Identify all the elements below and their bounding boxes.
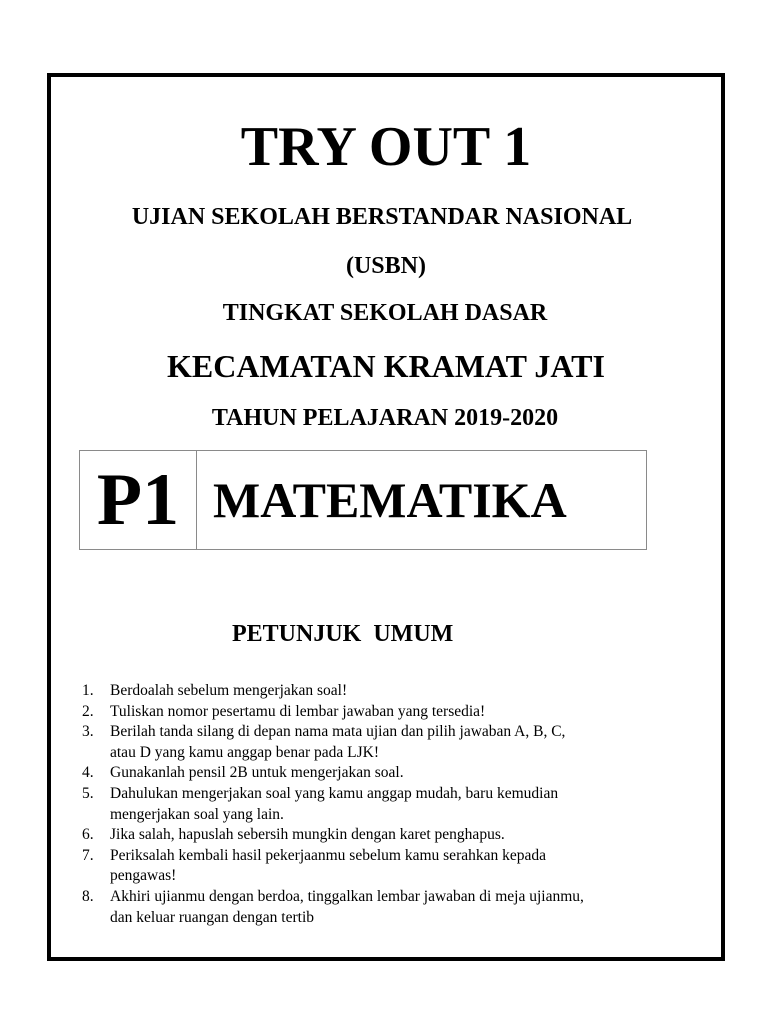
item-text: Gunakanlah pensil 2B untuk mengerjakan soal.: [110, 764, 404, 782]
school-level: TINGKAT SEKOLAH DASAR: [222, 300, 548, 326]
exam-name: UJIAN SEKOLAH BERSTANDAR NASIONAL: [131, 204, 633, 230]
instructions-heading: PETUNJUK UMUM: [232, 621, 454, 647]
instructions-list: [82, 681, 682, 928]
list-item: [82, 681, 682, 702]
exam-abbreviation: (USBN): [345, 253, 426, 279]
item-number: 5.: [82, 784, 94, 802]
list-item: [82, 887, 682, 928]
list-item: [82, 784, 682, 825]
list-item: [82, 722, 682, 763]
item-number: 6.: [82, 826, 94, 844]
item-number: 2.: [82, 702, 94, 720]
item-number: 7.: [82, 846, 94, 864]
item-text: Berdoalah sebelum mengerjakan soal!: [110, 682, 348, 699]
academic-year: TAHUN PELAJARAN 2019-2020: [211, 405, 559, 431]
item-number: 8.: [82, 887, 94, 905]
list-item: [82, 763, 682, 784]
list-item: [82, 702, 682, 723]
subject-box: [79, 450, 647, 550]
item-text: Periksalah kembali hasil pekerjaanmu sebelum kamu serahkan kepada pengawas!: [110, 846, 546, 885]
item-text: Dahulukan mengerjakan soal yang kamu anggap mudah, baru kemudian mengerjakan soal yang lain.: [110, 784, 559, 823]
list-item: [82, 825, 682, 846]
item-text: Jika salah, hapuslah sebersih mungkin dengan karet penghapus.: [110, 826, 505, 844]
item-text: Akhiri ujianmu dengan berdoa, tinggalkan lembar jawaban di meja ujianmu, dan keluar ruangan dengan tertib: [110, 887, 584, 926]
item-number: 3.: [82, 723, 94, 741]
list-item: [82, 846, 682, 887]
item-text: Tuliskan nomor pesertamu di lembar jawaban yang tersedia!: [110, 702, 486, 720]
packet-code: P1: [80, 451, 197, 549]
subject-name: MATEMATIKA: [213, 472, 567, 528]
district-name: KECAMATAN KRAMAT JATI: [167, 348, 605, 384]
item-number: 1.: [82, 682, 94, 699]
item-number: 4.: [82, 764, 94, 782]
item-text: Berilah tanda silang di depan nama mata ujian dan pilih jawaban A, B, C, atau D yang kamu anggap benar pada LJK!: [110, 723, 566, 761]
exam-title: TRY OUT 1: [240, 116, 532, 178]
